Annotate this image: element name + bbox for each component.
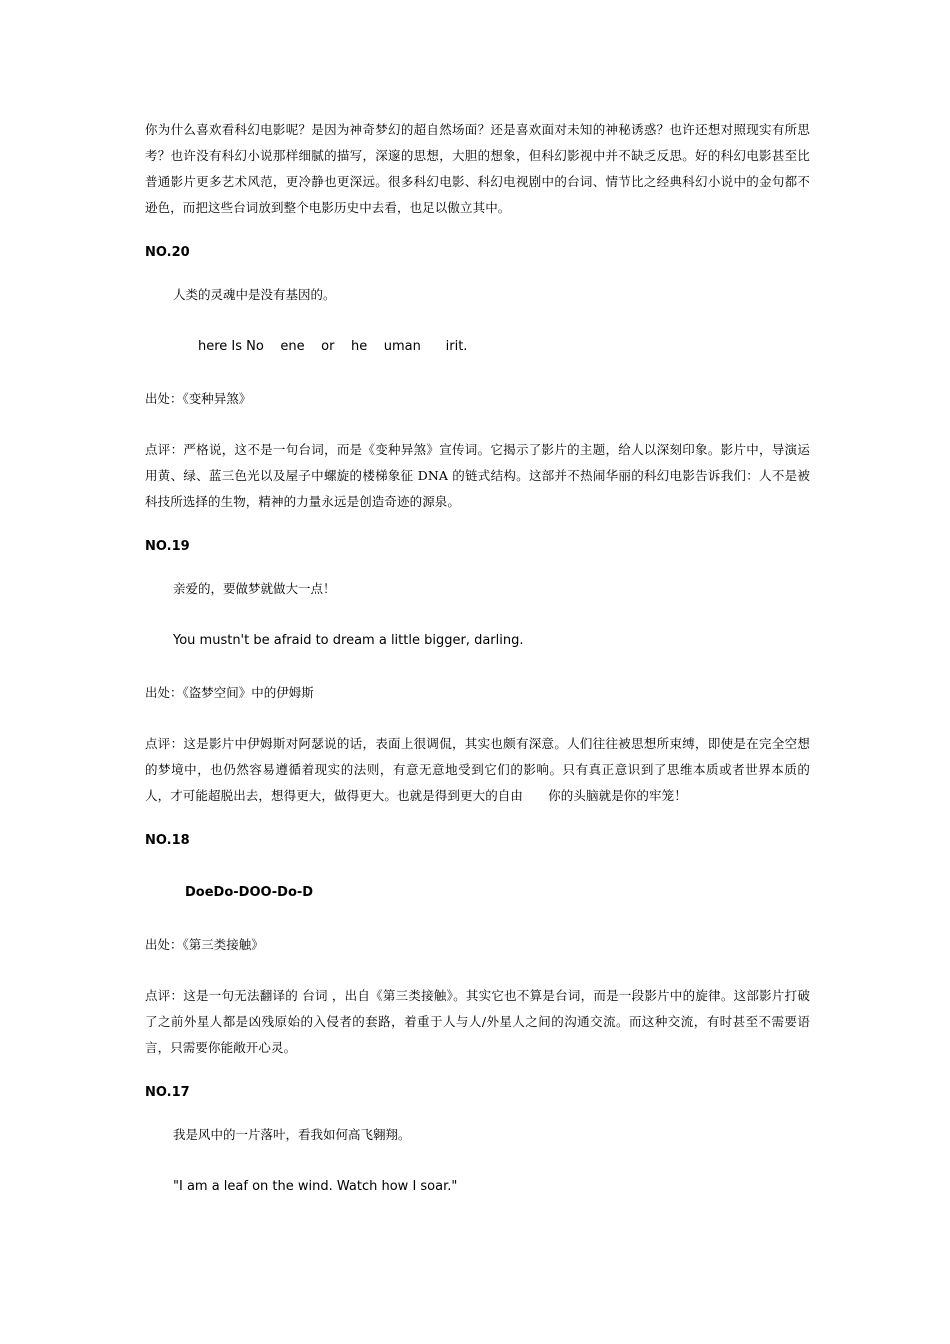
quote-source: 出处：《盗梦空间》中的伊姆斯 <box>145 685 314 700</box>
quote-source: 出处：《变种异煞》 <box>145 391 252 406</box>
section-heading-no20: NO.20 <box>145 245 190 260</box>
quote-chinese: 人类的灵魂中是没有基因的。 <box>173 287 336 302</box>
quote-chinese: 亲爱的，要做梦就做大一点！ <box>173 581 336 596</box>
quote-source: 出处：《第三类接触》 <box>145 937 264 952</box>
quote-english: "I am a leaf on the wind. Watch how I soar." <box>173 1179 458 1194</box>
section-heading-no19: NO.19 <box>145 539 190 554</box>
section-heading-no17: NO.17 <box>145 1085 190 1100</box>
quote-english: here Is No ene or he uman irit. <box>198 339 468 354</box>
quote-english: DoeDo-DOO-Do-D <box>185 885 314 900</box>
comment-paragraph: 点评：这是影片中伊姆斯对阿瑟说的话，表面上很调侃，其实也颇有深意。人们往往被思想所束缚，即使是在完全空想的梦境中，也仍然容易遵循着现实的法则，有意无意地受到它们的影响。只有真正意识到了思维本质或者世界本质的人，才可能超脱出去，想得更大，做得更大。也就是得到更大的自由 你的头脑就是你的牢笼！ <box>145 736 810 803</box>
comment-paragraph: 点评：这是一句无法翻译的 台词 ，出自《第三类接触》。其实它也不算是台词，而是一段影片中的旋律。这部影片打破了之前外星人都是凶残原始的入侵者的套路，着重于人与人/外星人之间的沟通交流。而这种交流，有时甚至不需要语言，只需要你能敞开心灵。 <box>145 988 810 1055</box>
comment-paragraph: 点评：严格说，这不是一句台词，而是《变种异煞》宣传词。它揭示了影片的主题，给人以深刻印象。影片中，导演运用黄、绿、蓝三色光以及屋子中螺旋的楼梯象征 DNA 的链式结构。这部并不热闹华丽的科幻电影告诉我们：人不是被科技所选择的生物，精神的力量永远是创造奇迹的源泉。 <box>145 442 810 509</box>
section-heading-no18: NO.18 <box>145 833 190 848</box>
document-page <box>145 112 810 1197</box>
quote-english: You mustn't be afraid to dream a little bigger, darling. <box>173 633 524 648</box>
intro-paragraph: 你为什么喜欢看科幻电影呢？是因为神奇梦幻的超自然场面？还是喜欢面对未知的神秘诱惑？也许还想对照现实有所思考？也许没有科幻小说那样细腻的描写，深邃的思想，大胆的想象，但科幻影视中并不缺乏反思。好的科幻电影甚至比普通影片更多艺术风范，更冷静也更深远。很多科幻电影、科幻电视剧中的台词、情节比之经典科幻小说中的金句都不逊色，而把这些台词放到整个电影历史中去看，也足以傲立其中。 <box>145 122 810 215</box>
quote-chinese: 我是风中的一片落叶，看我如何高飞翱翔。 <box>173 1127 411 1142</box>
